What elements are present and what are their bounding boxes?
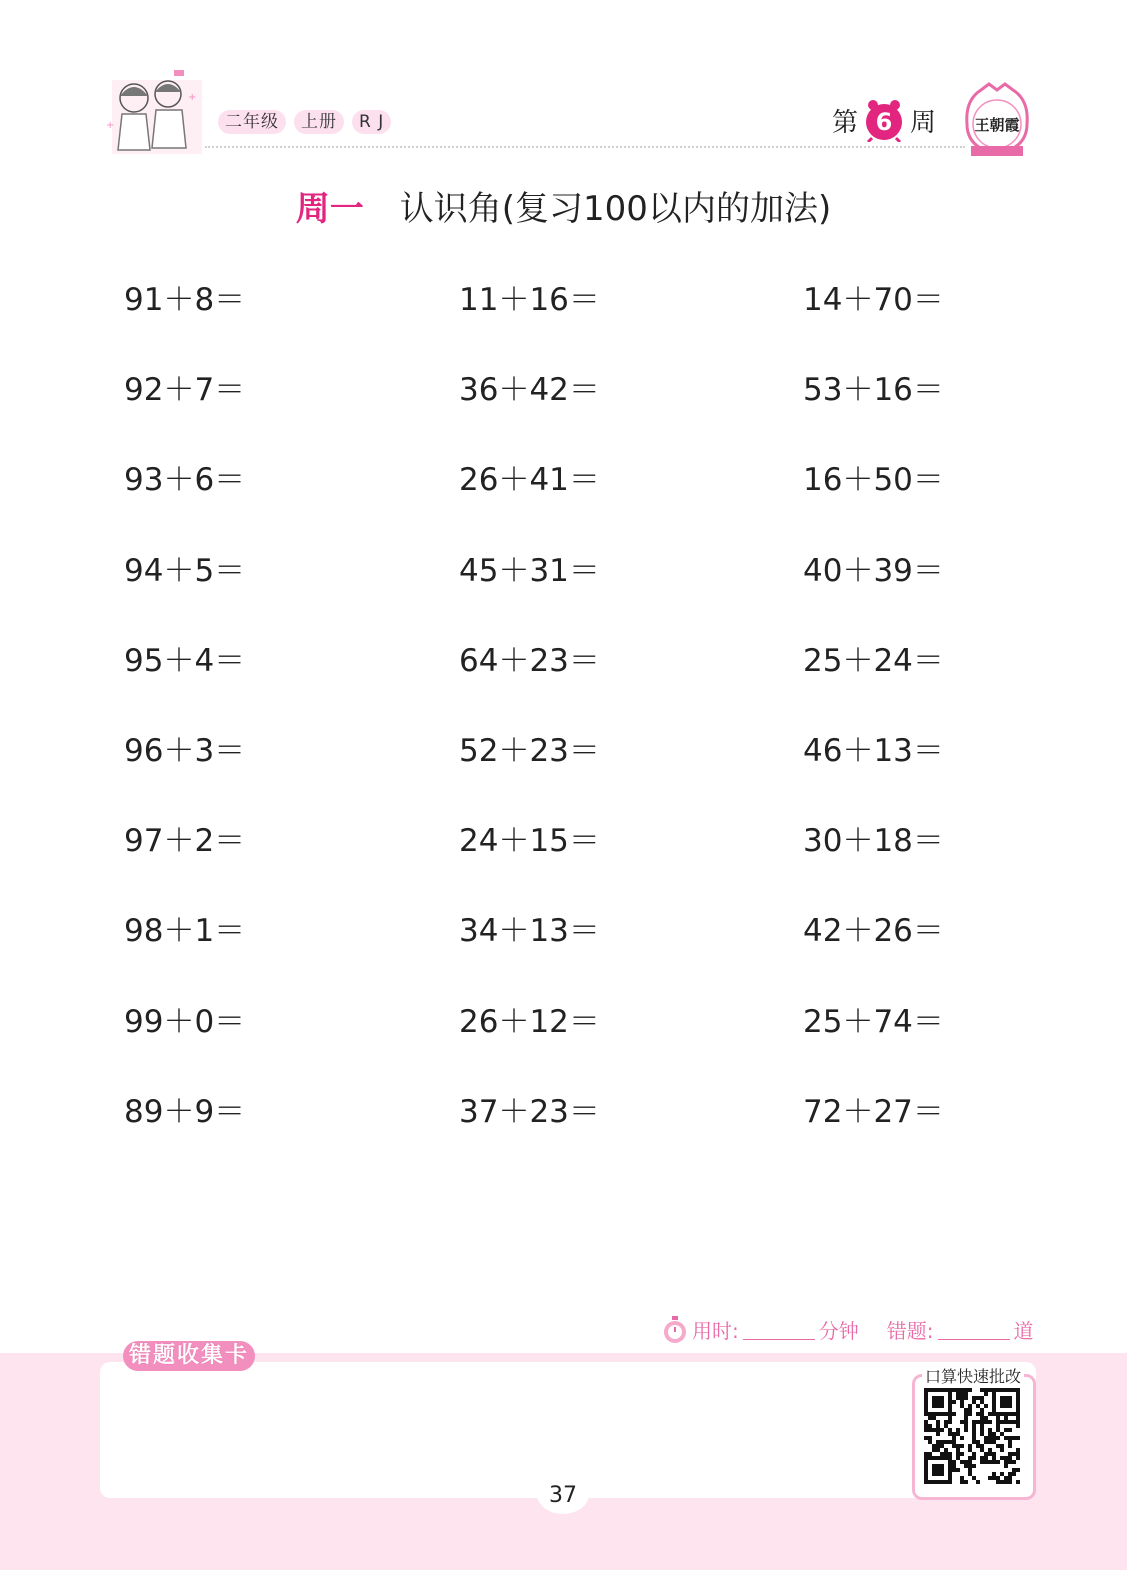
problem-item: 92＋7＝ [124,372,246,409]
problem-item: 34＋13＝ [459,913,600,950]
week-suffix: 周 [910,107,937,138]
problem-item: 16＋50＝ [803,462,944,499]
error-unit: 道 [1013,1319,1034,1343]
error-card-label: 错题收集卡 [123,1341,255,1371]
timing-record [662,1315,1034,1344]
problem-item: 97＋2＝ [124,823,246,860]
problem-item: 36＋42＝ [459,372,600,409]
problem-item: 99＋0＝ [124,1003,246,1040]
week-indicator [832,96,936,144]
problem-item: 40＋39＝ [803,552,944,589]
problem-item: 72＋27＝ [803,1093,944,1130]
problem-item: 26＋12＝ [459,1003,600,1040]
lesson-topic: 认识角(复习100以内的加法) [399,189,832,229]
problem-item: 26＋41＝ [459,462,600,499]
edition-badge: R J [352,110,391,134]
problem-item: 89＋9＝ [124,1093,246,1130]
kids-illustration [104,70,206,158]
problem-item: 98＋1＝ [124,913,246,950]
qr-code-icon[interactable] [924,1388,1020,1484]
problem-item: 11＋16＝ [459,282,600,318]
problem-item: 96＋3＝ [124,733,246,769]
problem-item: 95＋4＝ [124,642,246,679]
problem-item: 94＋5＝ [124,552,246,589]
time-blank[interactable] [743,1319,815,1340]
error-label: 错题: [886,1319,934,1343]
error-blank[interactable] [938,1319,1010,1340]
grade-badge: 二年级 [218,110,286,134]
problem-item: 25＋24＝ [803,642,944,679]
alarm-clock-icon [864,98,904,142]
problem-item: 93＋6＝ [124,462,246,499]
problem-item: 91＋8＝ [124,282,246,318]
brand-seal-logo [961,80,1033,162]
problem-item: 52＋23＝ [459,733,600,769]
svg-text:+: + [106,120,115,131]
problem-item: 53＋16＝ [803,372,944,409]
week-number: 6 [875,108,893,136]
day-label: 周一 [295,189,364,229]
svg-text:王朝霞: 王朝霞 [974,116,1020,134]
problem-item: 46＋13＝ [803,733,944,769]
svg-text:+: + [188,92,197,103]
volume-badge: 上册 [294,110,344,134]
problem-item: 37＋23＝ [459,1093,600,1130]
page-header [0,0,1127,165]
problem-item: 30＋18＝ [803,823,944,860]
time-unit: 分钟 [818,1319,859,1343]
page-number: 37 [537,1474,589,1514]
stopwatch-icon [662,1316,688,1344]
page-title [0,183,1127,235]
time-label: 用时: [692,1319,739,1343]
book-info [218,110,391,134]
problem-item: 42＋26＝ [803,913,944,950]
header-divider [205,146,965,148]
problem-item: 14＋70＝ [803,282,944,318]
qr-caption: 口算快速批改 [922,1364,1024,1387]
problem-item: 64＋23＝ [459,642,600,679]
problem-item: 25＋74＝ [803,1003,944,1040]
week-prefix: 第 [832,107,859,138]
problem-item: 24＋15＝ [459,823,600,860]
problem-item: 45＋31＝ [459,552,600,589]
